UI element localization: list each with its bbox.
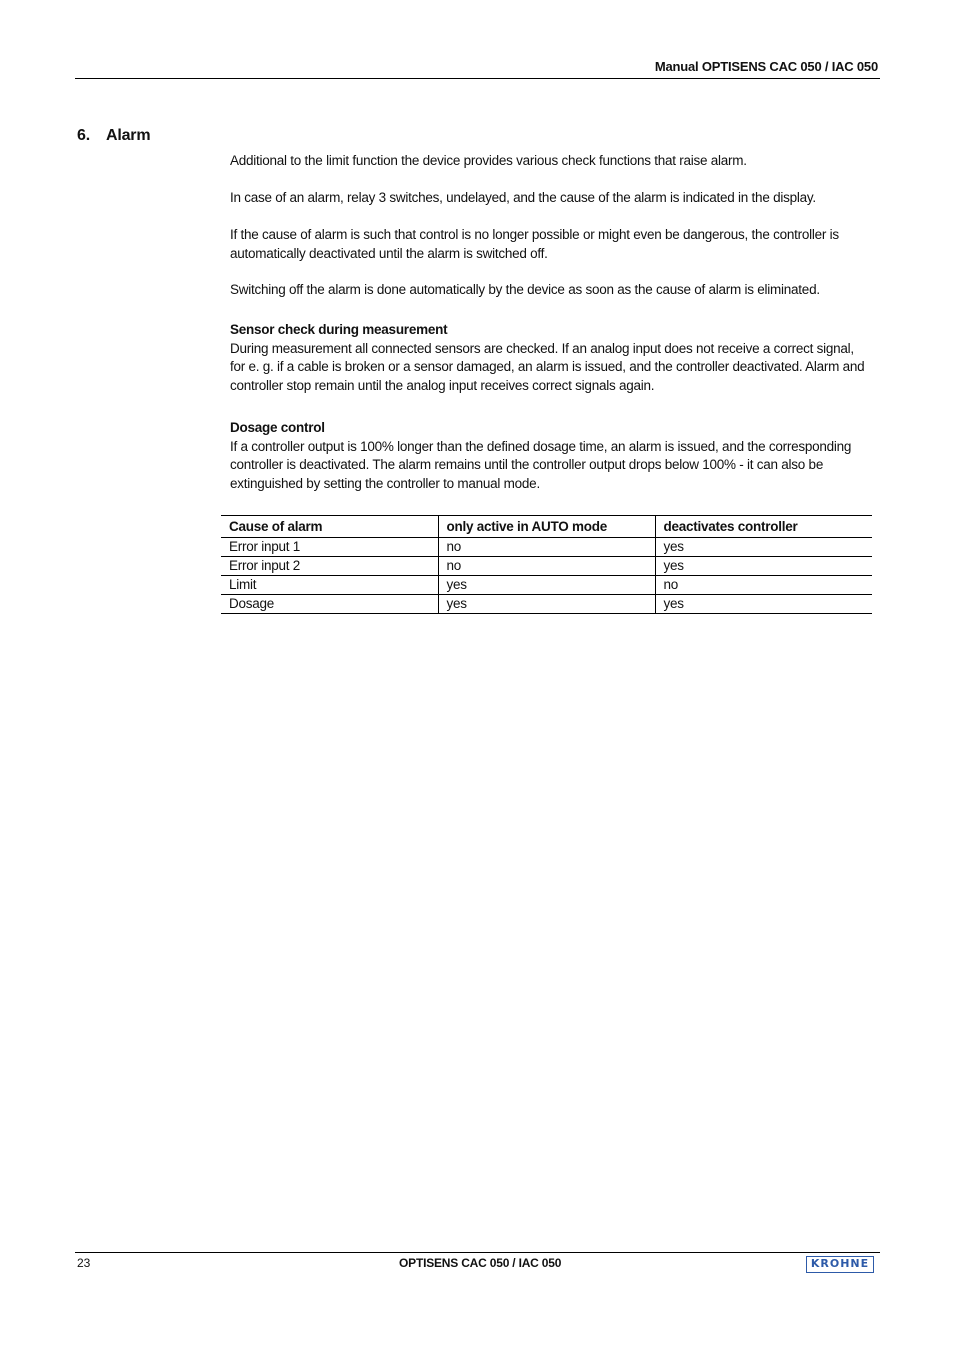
table-cell: yes bbox=[655, 538, 872, 557]
table-row bbox=[221, 576, 872, 595]
table-cell: yes bbox=[438, 595, 655, 614]
subsection-text: During measurement all connected sensors are checked. If an analog input does not receive a correct signal, for e. g. if a cable is broken or a sensor damaged, an alarm is issued, and the controller deactivated. Alarm and controller stop remain until the analog input receives correct signals again. bbox=[230, 340, 865, 393]
subsection-sensor-check bbox=[230, 321, 870, 395]
logo-text: KROHNE bbox=[810, 1257, 870, 1270]
table-cell: yes bbox=[655, 595, 872, 614]
subsection-heading: Sensor check during measurement bbox=[230, 322, 448, 337]
header-title: Manual OPTISENS CAC 050 / IAC 050 bbox=[654, 59, 878, 74]
paragraph: If the cause of alarm is such that control is no longer possible or might even be dangerous, the controller is automatically deactivated until the alarm is switched off. bbox=[230, 227, 839, 261]
column-header-auto-mode: only active in AUTO mode bbox=[438, 516, 655, 538]
table-cell: no bbox=[438, 557, 655, 576]
footer-divider bbox=[75, 1252, 880, 1253]
section-number: 6. bbox=[77, 127, 90, 144]
table-cell: Dosage bbox=[221, 595, 438, 614]
subsection-text: If a controller output is 100% longer than the defined dosage time, an alarm is issued, and the corresponding controller is deactivated. The alarm remains until the controller output drops below 100% - it can also be extinguished by setting the controller to manual mode. bbox=[230, 438, 852, 491]
table-cell: Error input 2 bbox=[221, 557, 438, 576]
column-header-cause: Cause of alarm bbox=[221, 516, 438, 538]
table-cell: Limit bbox=[221, 576, 438, 595]
table-cell: no bbox=[438, 538, 655, 557]
paragraph: In case of an alarm, relay 3 switches, undelayed, and the cause of the alarm is indicated in the display. bbox=[230, 190, 816, 205]
table-cell: yes bbox=[438, 576, 655, 595]
table-row bbox=[221, 595, 872, 614]
page-number: 23 bbox=[77, 1256, 91, 1270]
header-divider bbox=[75, 78, 880, 79]
subsection-heading: Dosage control bbox=[230, 420, 325, 435]
table-cell: no bbox=[655, 576, 872, 595]
krohne-logo bbox=[806, 1256, 874, 1273]
section-heading bbox=[77, 127, 150, 145]
paragraph: Additional to the limit function the device provides various check functions that raise alarm. bbox=[230, 153, 747, 168]
table-cell: Error input 1 bbox=[221, 538, 438, 557]
footer-title: OPTISENS CAC 050 / IAC 050 bbox=[399, 1256, 562, 1270]
alarm-table bbox=[221, 515, 872, 614]
subsection-dosage-control bbox=[230, 419, 870, 493]
table-row bbox=[221, 538, 872, 557]
section-title: Alarm bbox=[106, 127, 151, 144]
table-cell: yes bbox=[655, 557, 872, 576]
table-row bbox=[221, 557, 872, 576]
column-header-deactivates: deactivates controller bbox=[655, 516, 872, 538]
paragraph: Switching off the alarm is done automatically by the device as soon as the cause of alarm is eliminated. bbox=[230, 282, 820, 297]
table-header-row bbox=[221, 516, 872, 538]
